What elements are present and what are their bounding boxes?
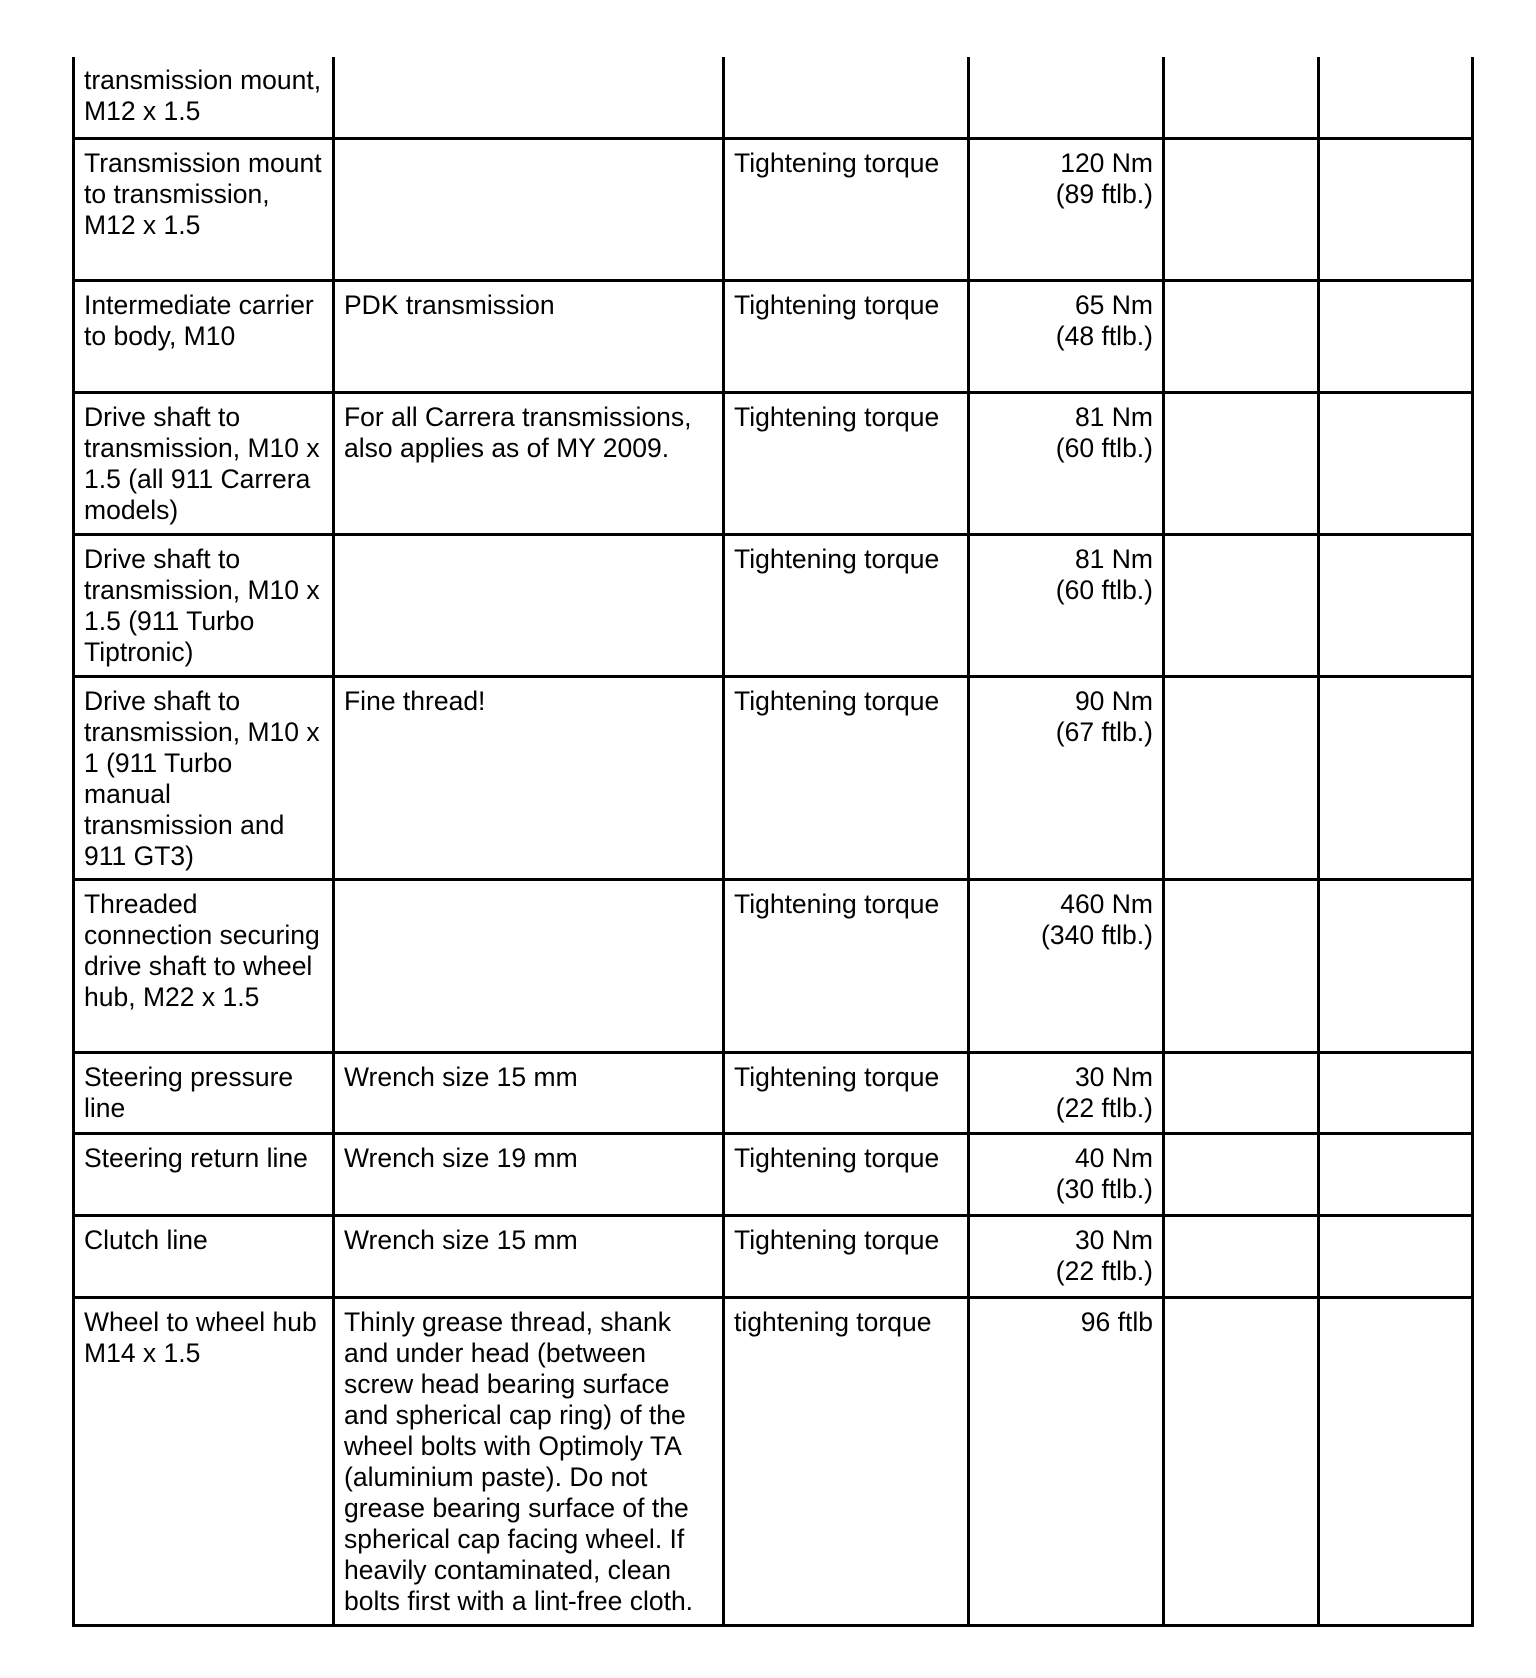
empty-cell bbox=[1319, 879, 1473, 1052]
type-cell: Tightening torque bbox=[724, 534, 969, 676]
table-row bbox=[74, 534, 1473, 676]
type-cell: Tightening torque bbox=[724, 1215, 969, 1297]
value-cell bbox=[969, 138, 1164, 280]
empty-cell bbox=[1319, 392, 1473, 534]
table-row bbox=[74, 1215, 1473, 1297]
value-cell bbox=[969, 879, 1164, 1052]
value-nm: 40 Nm bbox=[1074, 1142, 1153, 1173]
value-nm: 30 Nm bbox=[1074, 1061, 1153, 1092]
value-nm: 65 Nm bbox=[1074, 289, 1153, 320]
note-cell: Thinly grease thread, shank and under head (between screw head bearing surface and spherical cap ring) of the wheel bolts with Optimoly TA (aluminium paste). Do not grease bearing surface of the spherical cap facing wheel. If heavily contaminated, clean bolts first with a lint-free cloth. bbox=[334, 1297, 724, 1625]
note-cell bbox=[334, 138, 724, 280]
empty-cell bbox=[1164, 1133, 1319, 1215]
note-cell: Wrench size 15 mm bbox=[334, 1052, 724, 1133]
value-ftlb: (22 ftlb.) bbox=[1055, 1255, 1153, 1286]
value-ftlb: (22 ftlb.) bbox=[1055, 1092, 1153, 1123]
value-cell bbox=[969, 57, 1164, 138]
part-cell: Threaded connection securing drive shaft to wheel hub, M22 x 1.5 bbox=[74, 879, 334, 1052]
value-nm: 81 Nm bbox=[1074, 543, 1153, 574]
value-cell bbox=[969, 1297, 1164, 1625]
value-ftlb: (48 ftlb.) bbox=[1055, 320, 1153, 351]
part-cell: Intermediate carrier to body, M10 bbox=[74, 280, 334, 392]
empty-cell bbox=[1319, 1052, 1473, 1133]
note-cell: PDK transmission bbox=[334, 280, 724, 392]
type-cell: Tightening torque bbox=[724, 392, 969, 534]
part-cell: Wheel to wheel hub M14 x 1.5 bbox=[74, 1297, 334, 1625]
empty-cell bbox=[1164, 57, 1319, 138]
part-cell: Clutch line bbox=[74, 1215, 334, 1297]
torque-specification-table bbox=[72, 57, 1474, 1627]
value-ftlb: (340 ftlb.) bbox=[1041, 919, 1153, 950]
type-cell: Tightening torque bbox=[724, 1133, 969, 1215]
empty-cell bbox=[1164, 138, 1319, 280]
value-ftlb: (60 ftlb.) bbox=[1055, 574, 1153, 605]
value-cell bbox=[969, 1215, 1164, 1297]
note-cell bbox=[334, 534, 724, 676]
part-cell: Steering return line bbox=[74, 1133, 334, 1215]
value-nm: 120 Nm bbox=[1060, 147, 1153, 178]
empty-cell bbox=[1164, 676, 1319, 879]
part-cell: Drive shaft to transmission, M10 x 1.5 (911 Turbo Tiptronic) bbox=[74, 534, 334, 676]
torque-table-container bbox=[72, 57, 1471, 1627]
note-cell bbox=[334, 57, 724, 138]
type-cell bbox=[724, 57, 969, 138]
part-cell: transmission mount, M12 x 1.5 bbox=[74, 57, 334, 138]
note-cell: For all Carrera transmissions, also applies as of MY 2009. bbox=[334, 392, 724, 534]
value-cell bbox=[969, 1133, 1164, 1215]
note-cell: Wrench size 19 mm bbox=[334, 1133, 724, 1215]
table-row bbox=[74, 280, 1473, 392]
empty-cell bbox=[1164, 1297, 1319, 1625]
value-nm: 81 Nm bbox=[1074, 401, 1153, 432]
empty-cell bbox=[1164, 879, 1319, 1052]
empty-cell bbox=[1319, 534, 1473, 676]
table-row bbox=[74, 1052, 1473, 1133]
empty-cell bbox=[1319, 280, 1473, 392]
type-cell: Tightening torque bbox=[724, 1052, 969, 1133]
type-cell: Tightening torque bbox=[724, 280, 969, 392]
table-row bbox=[74, 57, 1473, 138]
table-row bbox=[74, 392, 1473, 534]
note-cell: Wrench size 15 mm bbox=[334, 1215, 724, 1297]
value-ftlb: 96 ftlb bbox=[1080, 1306, 1153, 1337]
empty-cell bbox=[1164, 1215, 1319, 1297]
part-cell: Drive shaft to transmission, M10 x 1 (911 Turbo manual transmission and 911 GT3) bbox=[74, 676, 334, 879]
table-row bbox=[74, 676, 1473, 879]
value-nm: 460 Nm bbox=[1060, 888, 1153, 919]
empty-cell bbox=[1319, 676, 1473, 879]
part-cell: Transmission mount to transmission, M12 x 1.5 bbox=[74, 138, 334, 280]
empty-cell bbox=[1319, 1297, 1473, 1625]
value-ftlb: (67 ftlb.) bbox=[1055, 716, 1153, 747]
empty-cell bbox=[1319, 1133, 1473, 1215]
value-ftlb: (60 ftlb.) bbox=[1055, 432, 1153, 463]
empty-cell bbox=[1319, 57, 1473, 138]
empty-cell bbox=[1164, 1052, 1319, 1133]
empty-cell bbox=[1164, 392, 1319, 534]
note-cell bbox=[334, 879, 724, 1052]
part-cell: Steering pressure line bbox=[74, 1052, 334, 1133]
table-row bbox=[74, 1133, 1473, 1215]
type-cell: Tightening torque bbox=[724, 676, 969, 879]
value-nm: 90 Nm bbox=[1074, 685, 1153, 716]
empty-cell bbox=[1164, 280, 1319, 392]
value-cell bbox=[969, 392, 1164, 534]
value-ftlb: (30 ftlb.) bbox=[1055, 1173, 1153, 1204]
type-cell: Tightening torque bbox=[724, 879, 969, 1052]
empty-cell bbox=[1164, 534, 1319, 676]
value-ftlb: (89 ftlb.) bbox=[1055, 178, 1153, 209]
table-row bbox=[74, 1297, 1473, 1625]
value-nm: 30 Nm bbox=[1074, 1224, 1153, 1255]
value-cell bbox=[969, 280, 1164, 392]
type-cell: tightening torque bbox=[724, 1297, 969, 1625]
type-cell: Tightening torque bbox=[724, 138, 969, 280]
table-row bbox=[74, 138, 1473, 280]
value-cell bbox=[969, 676, 1164, 879]
empty-cell bbox=[1319, 1215, 1473, 1297]
empty-cell bbox=[1319, 138, 1473, 280]
table-row bbox=[74, 879, 1473, 1052]
note-cell: Fine thread! bbox=[334, 676, 724, 879]
value-cell bbox=[969, 1052, 1164, 1133]
value-cell bbox=[969, 534, 1164, 676]
part-cell: Drive shaft to transmission, M10 x 1.5 (all 911 Carrera models) bbox=[74, 392, 334, 534]
